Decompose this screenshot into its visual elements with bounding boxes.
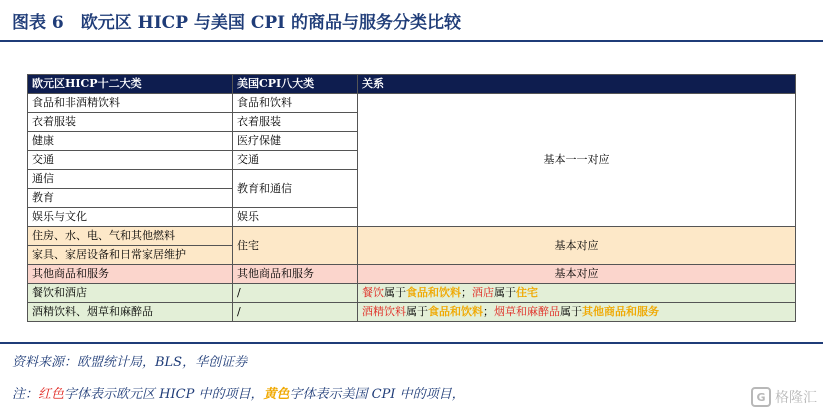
eu-cell: 健康 (28, 132, 233, 151)
relation-word: 属于 (560, 305, 582, 318)
us-cell: 交通 (233, 151, 358, 170)
relation-word: 属于 (384, 286, 406, 299)
hicp-term: 餐饮 (362, 286, 384, 299)
relation-cell: 基本对应 (358, 227, 796, 265)
eu-cell: 酒精饮料、烟草和麻醉品 (28, 303, 233, 322)
cpi-term: 食品和饮料 (406, 286, 461, 299)
us-cell: / (233, 303, 358, 322)
relation-word: 属于 (406, 305, 428, 318)
source-rule (0, 342, 823, 344)
separator: ； (461, 286, 472, 299)
header-eu: 欧元区HICP十二大类 (28, 75, 233, 94)
us-cell: / (233, 284, 358, 303)
note-red-word: 红色 (38, 387, 65, 402)
us-cell: 医疗保健 (233, 132, 358, 151)
logo-icon: G (751, 387, 771, 407)
table-row (28, 303, 796, 322)
table-row (28, 227, 796, 246)
us-cell: 其他商品和服务 (233, 265, 358, 284)
note-prefix: 注： (12, 387, 39, 402)
relation-word: 属于 (494, 286, 516, 299)
hicp-term: 酒精饮料 (362, 305, 406, 318)
comparison-table (27, 74, 796, 322)
cpi-term: 食品和饮料 (428, 305, 483, 318)
table-header-row (28, 75, 796, 94)
watermark-text: 格隆汇 (775, 390, 817, 406)
us-cell: 衣着服装 (233, 113, 358, 132)
header-relation: 关系 (358, 75, 796, 94)
eu-cell: 其他商品和服务 (28, 265, 233, 284)
us-cell: 教育和通信 (233, 170, 358, 208)
table-row (28, 284, 796, 303)
eu-cell: 娱乐与文化 (28, 208, 233, 227)
source-note: 资料来源：欧盟统计局，BLS，华创证券 (12, 355, 248, 370)
cpi-term: 其他商品和服务 (582, 305, 659, 318)
us-cell: 住宅 (233, 227, 358, 265)
table-row (28, 94, 796, 113)
table-row (28, 265, 796, 284)
figure-title: 图表 6 欧元区 HICP 与美国 CPI 的商品与服务分类比较 (12, 13, 462, 33)
us-cell: 娱乐 (233, 208, 358, 227)
eu-cell: 教育 (28, 189, 233, 208)
relation-cell (358, 284, 796, 303)
eu-cell: 家具、家居设备和日常家居维护 (28, 246, 233, 265)
eu-cell: 住房、水、电、气和其他燃料 (28, 227, 233, 246)
note-suffix: 字体表示美国 CPI 中的项目， (289, 387, 465, 402)
eu-cell: 餐饮和酒店 (28, 284, 233, 303)
eu-cell: 衣着服装 (28, 113, 233, 132)
relation-cell: 基本一一对应 (358, 94, 796, 227)
hicp-term: 烟草和麻醉品 (494, 305, 560, 318)
relation-cell: 基本对应 (358, 265, 796, 284)
header-us: 美国CPI八大类 (233, 75, 358, 94)
note-mid: 字体表示欧元区 HICP 中的项目， (64, 387, 264, 402)
hicp-term: 酒店 (472, 286, 494, 299)
watermark (751, 387, 817, 407)
eu-cell: 交通 (28, 151, 233, 170)
note-yellow-word: 黄色 (263, 387, 290, 402)
relation-cell (358, 303, 796, 322)
separator: ； (483, 305, 494, 318)
title-rule (0, 40, 823, 42)
eu-cell: 通信 (28, 170, 233, 189)
us-cell: 食品和饮料 (233, 94, 358, 113)
color-legend-note (12, 383, 465, 402)
cpi-term: 住宅 (516, 286, 538, 299)
eu-cell: 食品和非酒精饮料 (28, 94, 233, 113)
